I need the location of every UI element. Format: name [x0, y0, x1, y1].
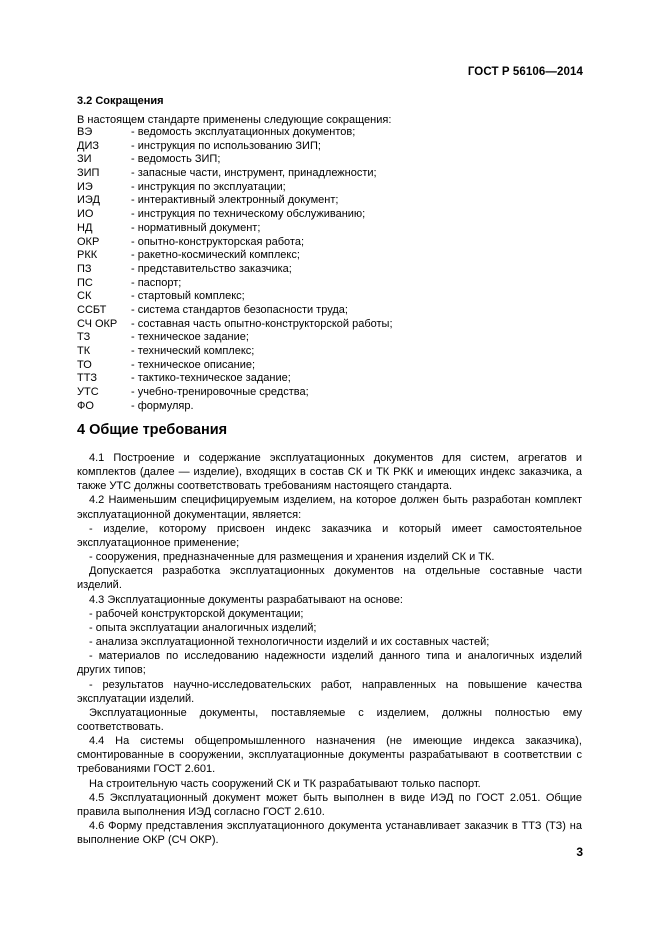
abbreviation-term: ВЭ: [77, 126, 93, 138]
abbreviation-term: ПЗ: [77, 262, 92, 275]
paragraph-note: Эксплуатационные документы, поставляемые с изделием, должны полностью ему соответствовать.: [77, 706, 582, 733]
abbreviation-row: [77, 167, 577, 181]
abbreviation-term: ИЭ: [77, 180, 93, 193]
abbreviation-definition: - техническое задание;: [131, 331, 249, 344]
abbreviation-row: [77, 386, 577, 400]
list-item: - изделие, которому присвоен индекс заказчика и который имеет самостоятельное эксплуатационное применение;: [77, 522, 582, 549]
document-code: ГОСТ Р 56106—2014: [467, 66, 583, 78]
abbreviation-definition: - ведомость эксплуатационных документов;: [131, 126, 356, 138]
abbreviation-definition: - интерактивный электронный документ;: [131, 194, 339, 207]
paragraph-note: Допускается разработка эксплуатационных документов на отдельные составные части изделий.: [77, 565, 582, 592]
abbreviations-intro: В настоящем стандарте применены следующие сокращения:: [77, 114, 392, 126]
abbreviation-term: СК: [77, 290, 92, 303]
abbreviation-term: РКК: [77, 249, 98, 262]
section-4-body: [77, 451, 582, 847]
abbreviation-term: ЗИП: [77, 167, 100, 180]
abbreviation-term: ТТЗ: [77, 372, 97, 385]
abbreviation-definition: - запасные части, инструмент, принадлежности;: [131, 167, 377, 180]
abbreviation-row: [77, 194, 577, 208]
abbreviation-definition: - инструкция по техническому обслуживанию;: [131, 208, 366, 221]
abbreviation-term: ТЗ: [77, 331, 91, 344]
paragraph-4-3: 4.3 Эксплуатационные документы разрабатывают на основе:: [89, 593, 403, 606]
abbreviation-row: [77, 290, 577, 304]
page-number: 3: [576, 845, 583, 859]
abbreviation-definition: - стартовый комплекс;: [131, 290, 245, 303]
abbreviation-row: [77, 140, 577, 154]
list-item: - опыта эксплуатации аналогичных изделий;: [89, 621, 317, 634]
abbreviation-definition: - ракетно-космический комплекс;: [131, 249, 300, 262]
abbreviation-term: ФО: [77, 399, 94, 412]
abbreviation-term: УТС: [77, 386, 99, 399]
abbreviation-term: ДИЗ: [77, 139, 99, 152]
abbreviation-term: ТО: [77, 358, 92, 371]
abbreviation-definition: - учебно-тренировочные средства;: [131, 386, 309, 399]
abbreviation-row: [77, 236, 577, 250]
list-item: - материалов по исследованию надежности изделий данного типа и аналогичных изделий других типов;: [77, 650, 582, 677]
paragraph-4-6: 4.6 Форму представления эксплуатационного документа устанавливает заказчик в ТТЗ (ТЗ) на выполнение ОКР (СЧ ОКР).: [77, 820, 582, 847]
abbreviation-row: [77, 208, 577, 222]
abbreviation-row: [77, 372, 577, 386]
abbreviation-row: [77, 263, 577, 277]
abbreviation-row: [77, 126, 577, 140]
abbreviation-definition: - технический комплекс;: [131, 345, 255, 357]
abbreviation-term: ИО: [77, 208, 94, 221]
abbreviation-row: [77, 181, 577, 195]
abbreviation-definition: - составная часть опытно-конструкторской работы;: [131, 317, 393, 330]
abbreviation-row: [77, 345, 577, 359]
abbreviation-definition: - нормативный документ;: [131, 221, 261, 234]
abbreviation-definition: - инструкция по эксплуатации;: [131, 180, 286, 193]
abbreviation-definition: - инструкция по использованию ЗИП;: [131, 139, 321, 152]
abbreviation-row: [77, 359, 577, 373]
abbreviation-row: [77, 304, 577, 318]
abbreviations-list: [77, 126, 577, 413]
section-3-2-title: 3.2 Сокращения: [77, 95, 164, 107]
paragraph-4-1: 4.1 Построение и содержание эксплуатационных документов для систем, агрегатов и комплектов (далее — изделие), входящих в состав СК и ТК РКК и имеющих индекс заказчика, а также УТС должны соответствовать требованиям настоящего стандарта.: [77, 452, 582, 493]
abbreviation-row: [77, 277, 577, 291]
paragraph-4-2: 4.2 Наименьшим специфицируемым изделием, на которое должен быть разработан комплект эксплуатационной документации, является:: [77, 494, 582, 521]
list-item: - результатов научно-исследовательских работ, направленных на повышение качества эксплуатации изделий.: [77, 678, 582, 705]
abbreviation-row: [77, 318, 577, 332]
abbreviation-row: [77, 331, 577, 345]
paragraph-4-5: 4.5 Эксплуатационный документ может быть выполнен в виде ИЭД по ГОСТ 2.051. Общие правила выполнения ИЭД согласно ГОСТ 2.610.: [77, 791, 582, 818]
abbreviation-term: ЗИ: [77, 153, 92, 166]
abbreviation-term: ОКР: [77, 235, 100, 248]
abbreviation-row: [77, 400, 577, 414]
abbreviation-term: ИЭД: [77, 194, 100, 207]
paragraph-note: На строительную часть сооружений СК и ТК разрабатывают только паспорт.: [89, 777, 481, 790]
abbreviation-definition: - формуляр.: [131, 399, 194, 412]
abbreviation-definition: - паспорт;: [131, 276, 182, 289]
abbreviation-definition: - техническое описание;: [131, 358, 256, 371]
abbreviation-row: [77, 222, 577, 236]
abbreviation-definition: - опытно-конструкторская работа;: [131, 235, 305, 248]
abbreviation-definition: - представительство заказчика;: [131, 262, 292, 275]
abbreviation-term: ССБТ: [77, 303, 107, 316]
section-4-title: 4 Общие требования: [77, 422, 228, 438]
abbreviation-term: ТК: [77, 345, 91, 357]
abbreviation-row: [77, 249, 577, 263]
list-item: - сооружения, предназначенные для размещения и хранения изделий СК и ТК.: [89, 551, 495, 564]
abbreviation-definition: - ведомость ЗИП;: [131, 153, 221, 166]
abbreviation-term: СЧ ОКР: [77, 317, 118, 330]
abbreviation-row: [77, 153, 577, 167]
paragraph-4-4: 4.4 На системы общепромышленного назначения (не имеющие индекса заказчика), смонтированные в сооружении, эксплуатационные документы разрабатывают в соответствии с требованиями ГОСТ 2.601.: [77, 735, 582, 776]
abbreviation-term: ПС: [77, 276, 93, 289]
abbreviation-definition: - тактико-техническое задание;: [131, 372, 291, 385]
list-item: - рабочей конструкторской документации;: [89, 607, 304, 620]
abbreviation-definition: - система стандартов безопасности труда;: [131, 303, 348, 316]
abbreviation-term: НД: [77, 221, 93, 234]
list-item: - анализа эксплуатационной технологичности изделий и их составных частей;: [89, 636, 490, 649]
